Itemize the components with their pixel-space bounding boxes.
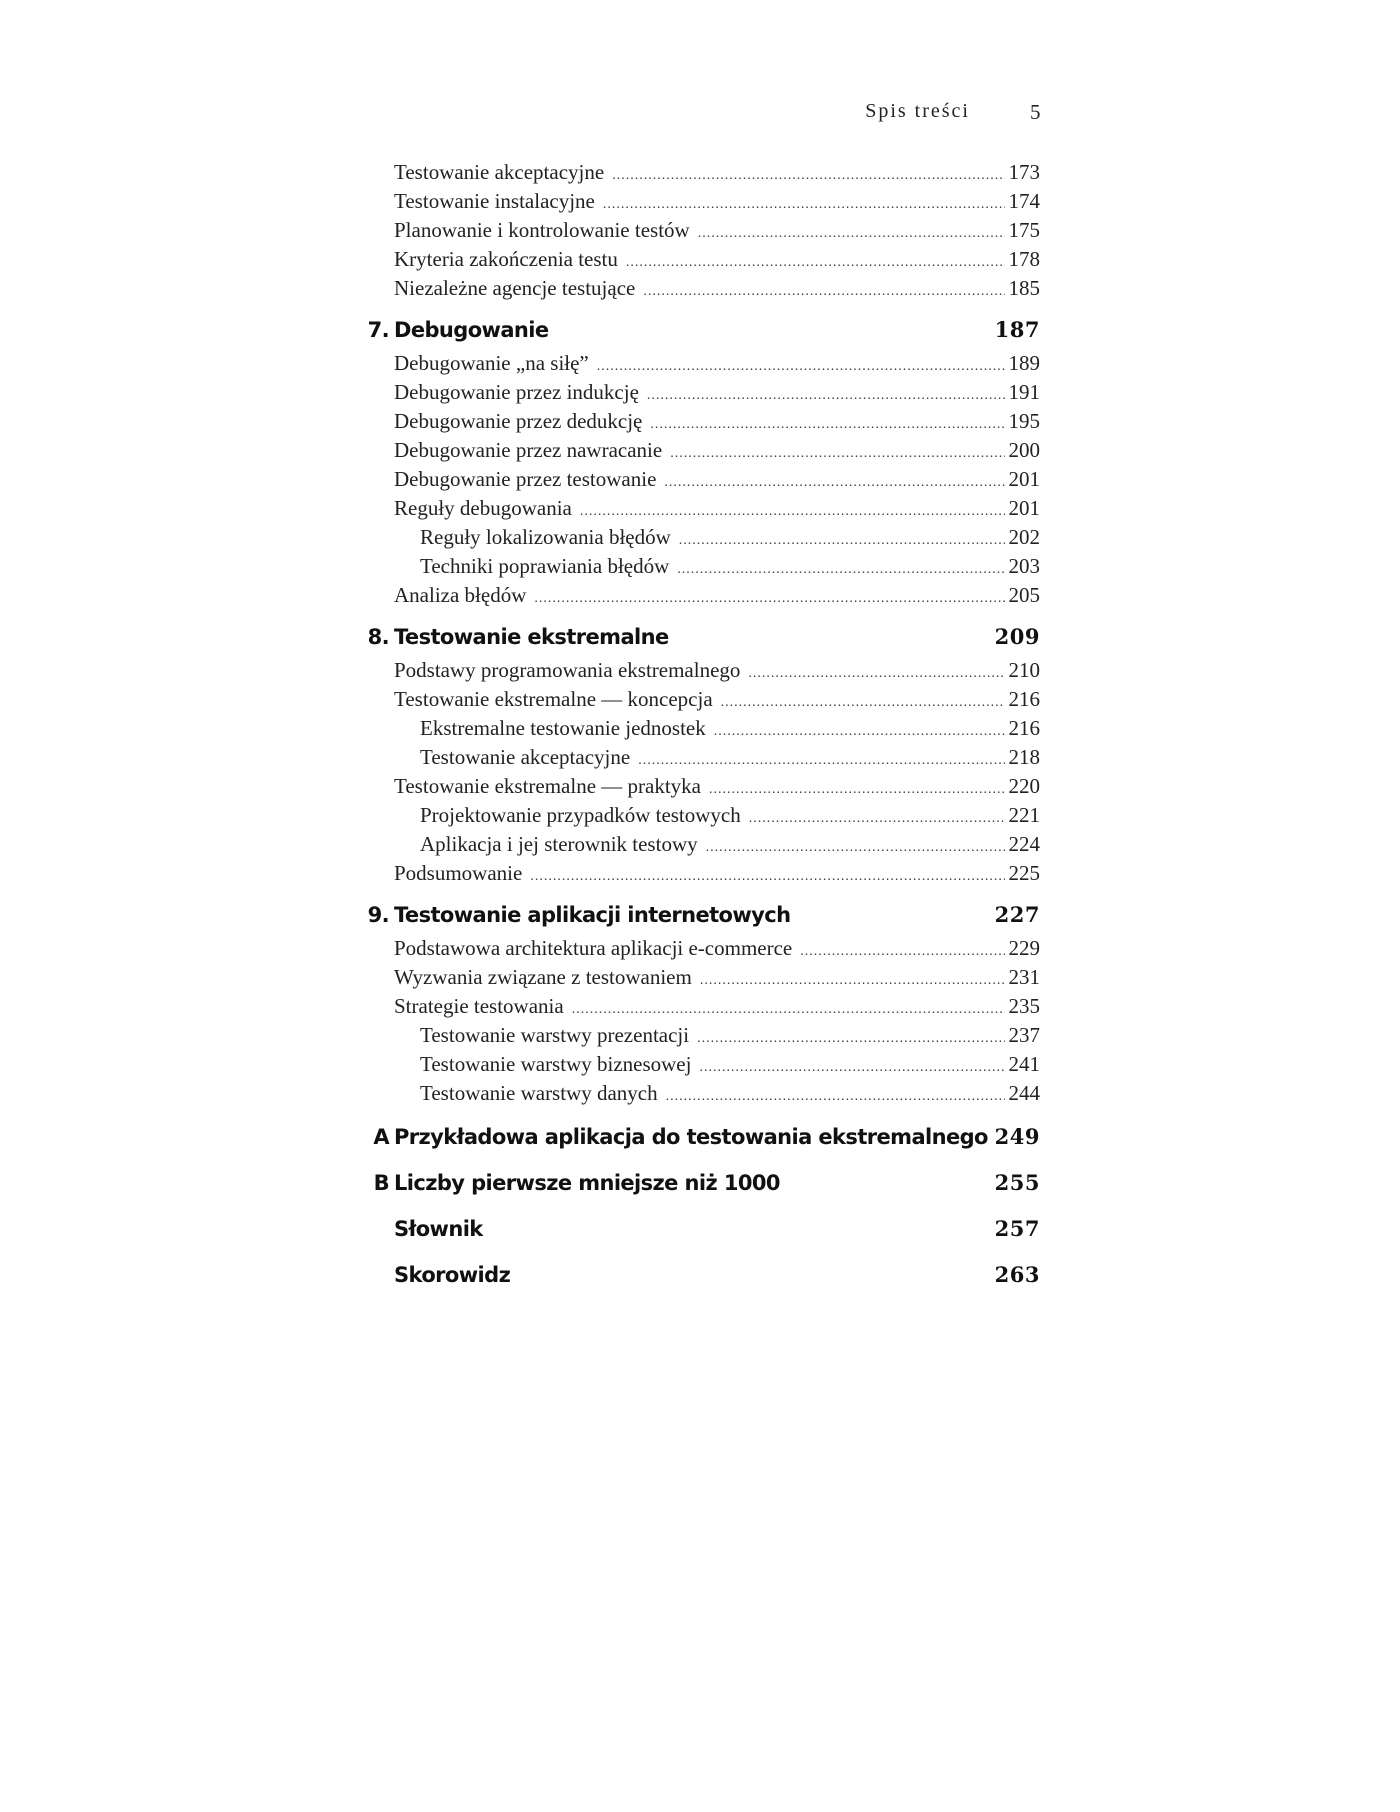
dot-leader xyxy=(697,1031,1004,1047)
toc-entry-page: 202 xyxy=(1008,525,1040,549)
toc-glossary[interactable] xyxy=(360,1216,1040,1248)
toc-entry[interactable] xyxy=(360,351,1040,380)
toc-entry[interactable] xyxy=(360,247,1040,276)
toc-entry[interactable] xyxy=(360,218,1040,247)
toc-entry[interactable] xyxy=(360,467,1040,496)
chapter-number: 7. xyxy=(367,318,389,342)
toc-entry-title: Testowanie akceptacyjne xyxy=(394,160,605,184)
dot-leader xyxy=(677,562,1004,578)
toc-entry-page: 224 xyxy=(1008,832,1040,856)
chapter-title: Testowanie aplikacji internetowych xyxy=(394,903,791,927)
toc-entry-page: 185 xyxy=(1008,276,1040,300)
toc-entry[interactable] xyxy=(360,658,1040,687)
dot-leader xyxy=(721,695,1005,711)
toc-entry-title: Testowanie instalacyjne xyxy=(394,189,595,213)
toc-entry-title: Debugowanie „na siłę” xyxy=(394,351,589,375)
dot-leader xyxy=(603,197,1005,213)
toc-entry-page: 235 xyxy=(1008,994,1040,1018)
toc-entry[interactable] xyxy=(360,994,1040,1023)
chapter-number: 8. xyxy=(367,625,389,649)
glossary-title: Słownik xyxy=(394,1217,483,1241)
toc-entry-title: Techniki poprawiania błędów xyxy=(420,554,670,578)
toc-entry[interactable] xyxy=(360,965,1040,994)
toc-subentry[interactable] xyxy=(360,525,1040,554)
appendix-letter: A xyxy=(373,1125,389,1149)
toc-entry-page: 237 xyxy=(1008,1023,1040,1047)
toc-entry-page: 174 xyxy=(1008,189,1040,213)
dot-leader xyxy=(534,591,1004,607)
chapter-page: 227 xyxy=(994,902,1040,927)
toc-entry-title: Analiza błędów xyxy=(394,583,527,607)
toc-entry-title: Reguły debugowania xyxy=(394,496,572,520)
dot-leader xyxy=(709,782,1004,798)
dot-leader xyxy=(530,869,1004,885)
toc-entry-title: Ekstremalne testowanie jednostek xyxy=(420,716,706,740)
toc-entry-page: 189 xyxy=(1008,351,1040,375)
toc-entry-title: Testowanie warstwy biznesowej xyxy=(420,1052,692,1076)
toc-entry-page: 200 xyxy=(1008,438,1040,462)
toc-entry-title: Debugowanie przez dedukcję xyxy=(394,409,643,433)
dot-leader xyxy=(647,388,1005,404)
dot-leader xyxy=(749,811,1005,827)
toc-entry-title: Strategie testowania xyxy=(394,994,564,1018)
dot-leader xyxy=(664,475,1004,491)
appendix-letter: B xyxy=(373,1171,389,1195)
toc-entry[interactable] xyxy=(360,189,1040,218)
toc-subentry[interactable] xyxy=(360,1052,1040,1081)
toc-entry-title: Testowanie ekstremalne — praktyka xyxy=(394,774,702,798)
index-title: Skorowidz xyxy=(394,1263,511,1287)
toc-entry-title: Debugowanie przez indukcję xyxy=(394,380,639,404)
toc-entry-page: 173 xyxy=(1008,160,1040,184)
dot-leader xyxy=(650,417,1004,433)
dot-leader xyxy=(612,168,1004,184)
chapter-page: 187 xyxy=(994,317,1040,342)
dot-leader xyxy=(714,724,1005,740)
dot-leader xyxy=(638,753,1004,769)
running-head-title: Spis treści xyxy=(865,100,970,122)
toc-entry[interactable] xyxy=(360,380,1040,409)
toc-entry[interactable] xyxy=(360,774,1040,803)
toc-entry-page: 210 xyxy=(1008,658,1040,682)
dot-leader xyxy=(666,1089,1005,1105)
appendix-page: 255 xyxy=(994,1170,1040,1195)
appendix-title: Liczby pierwsze mniejsze niż 1000 xyxy=(394,1171,780,1195)
chapter-number: 9. xyxy=(367,903,389,927)
toc-entry-title: Projektowanie przypadków testowych xyxy=(420,803,741,827)
dot-leader xyxy=(800,944,1004,960)
toc-entry-page: 241 xyxy=(1008,1052,1040,1076)
toc-entry-page: 205 xyxy=(1008,583,1040,607)
toc-entry-title: Kryteria zakończenia testu xyxy=(394,247,618,271)
toc-entry-title: Testowanie ekstremalne — koncepcja xyxy=(394,687,713,711)
toc-entry-page: 225 xyxy=(1008,861,1040,885)
toc-entry[interactable] xyxy=(360,936,1040,965)
toc-entry[interactable] xyxy=(360,409,1040,438)
toc-entry-page: 191 xyxy=(1008,380,1040,404)
toc-entry[interactable] xyxy=(360,861,1040,890)
table-of-contents xyxy=(360,160,1040,1294)
toc-entry-page: 201 xyxy=(1008,467,1040,491)
index-page: 263 xyxy=(994,1262,1040,1287)
dot-leader xyxy=(679,533,1005,549)
toc-subentry[interactable] xyxy=(360,803,1040,832)
chapter-title: Debugowanie xyxy=(394,318,549,342)
toc-entry-page: 175 xyxy=(1008,218,1040,242)
toc-entry-page: 244 xyxy=(1008,1081,1040,1105)
toc-entry-page: 220 xyxy=(1008,774,1040,798)
toc-entry-title: Planowanie i kontrolowanie testów xyxy=(394,218,690,242)
toc-subentry[interactable] xyxy=(360,745,1040,774)
dot-leader xyxy=(706,840,1005,856)
toc-subentry[interactable] xyxy=(360,1081,1040,1110)
toc-entry-title: Podstawowa architektura aplikacji e-commerce xyxy=(394,936,793,960)
dot-leader xyxy=(626,255,1005,271)
chapter-page: 209 xyxy=(994,624,1040,649)
toc-entry[interactable] xyxy=(360,438,1040,467)
toc-entry-title: Podsumowanie xyxy=(394,861,523,885)
toc-subentry[interactable] xyxy=(360,832,1040,861)
glossary-page: 257 xyxy=(994,1216,1040,1241)
toc-subentry[interactable] xyxy=(360,1023,1040,1052)
toc-entry-title: Wyzwania związane z testowaniem xyxy=(394,965,692,989)
toc-entry-title: Reguły lokalizowania błędów xyxy=(420,525,671,549)
toc-chapter-7[interactable] xyxy=(360,317,1040,351)
dot-leader xyxy=(572,1002,1005,1018)
toc-entry-title: Testowanie akceptacyjne xyxy=(420,745,631,769)
running-head-page-number: 5 xyxy=(1030,100,1041,124)
dot-leader xyxy=(643,284,1004,300)
toc-entry-page: 203 xyxy=(1008,554,1040,578)
toc-entry-page: 216 xyxy=(1008,716,1040,740)
toc-entry-page: 218 xyxy=(1008,745,1040,769)
toc-entry[interactable] xyxy=(360,160,1040,189)
toc-entry-title: Testowanie warstwy danych xyxy=(420,1081,658,1105)
appendix-page: 249 xyxy=(994,1124,1040,1149)
toc-chapter-8[interactable] xyxy=(360,624,1040,658)
toc-entry[interactable] xyxy=(360,496,1040,525)
toc-entry-page: 195 xyxy=(1008,409,1040,433)
toc-entry-title: Podstawy programowania ekstremalnego xyxy=(394,658,741,682)
toc-entry[interactable] xyxy=(360,583,1040,612)
dot-leader xyxy=(580,504,1005,520)
dot-leader xyxy=(700,973,1005,989)
toc-entry-page: 229 xyxy=(1008,936,1040,960)
dot-leader xyxy=(670,446,1004,462)
toc-entry-title: Debugowanie przez testowanie xyxy=(394,467,657,491)
toc-entry-page: 231 xyxy=(1008,965,1040,989)
toc-subentry[interactable] xyxy=(360,716,1040,745)
toc-entry[interactable] xyxy=(360,687,1040,716)
toc-entry-title: Testowanie warstwy prezentacji xyxy=(420,1023,690,1047)
dot-leader xyxy=(698,226,1005,242)
toc-subentry[interactable] xyxy=(360,554,1040,583)
dot-leader xyxy=(748,666,1004,682)
toc-appendix-a[interactable] xyxy=(360,1124,1040,1156)
toc-entry-page: 221 xyxy=(1008,803,1040,827)
appendix-title: Przykładowa aplikacja do testowania ekstremalnego xyxy=(394,1125,988,1149)
toc-entry-page: 216 xyxy=(1008,687,1040,711)
toc-appendix-b[interactable] xyxy=(360,1170,1040,1202)
toc-entry-title: Aplikacja i jej sterownik testowy xyxy=(420,832,698,856)
dot-leader xyxy=(699,1060,1004,1076)
toc-index[interactable] xyxy=(360,1262,1040,1294)
toc-entry-title: Niezależne agencje testujące xyxy=(394,276,636,300)
chapter-title: Testowanie ekstremalne xyxy=(394,625,669,649)
toc-chapter-9[interactable] xyxy=(360,902,1040,936)
toc-entry-title: Debugowanie przez nawracanie xyxy=(394,438,663,462)
toc-entry[interactable] xyxy=(360,276,1040,305)
toc-entry-page: 178 xyxy=(1008,247,1040,271)
toc-entry-page: 201 xyxy=(1008,496,1040,520)
dot-leader xyxy=(597,359,1005,375)
